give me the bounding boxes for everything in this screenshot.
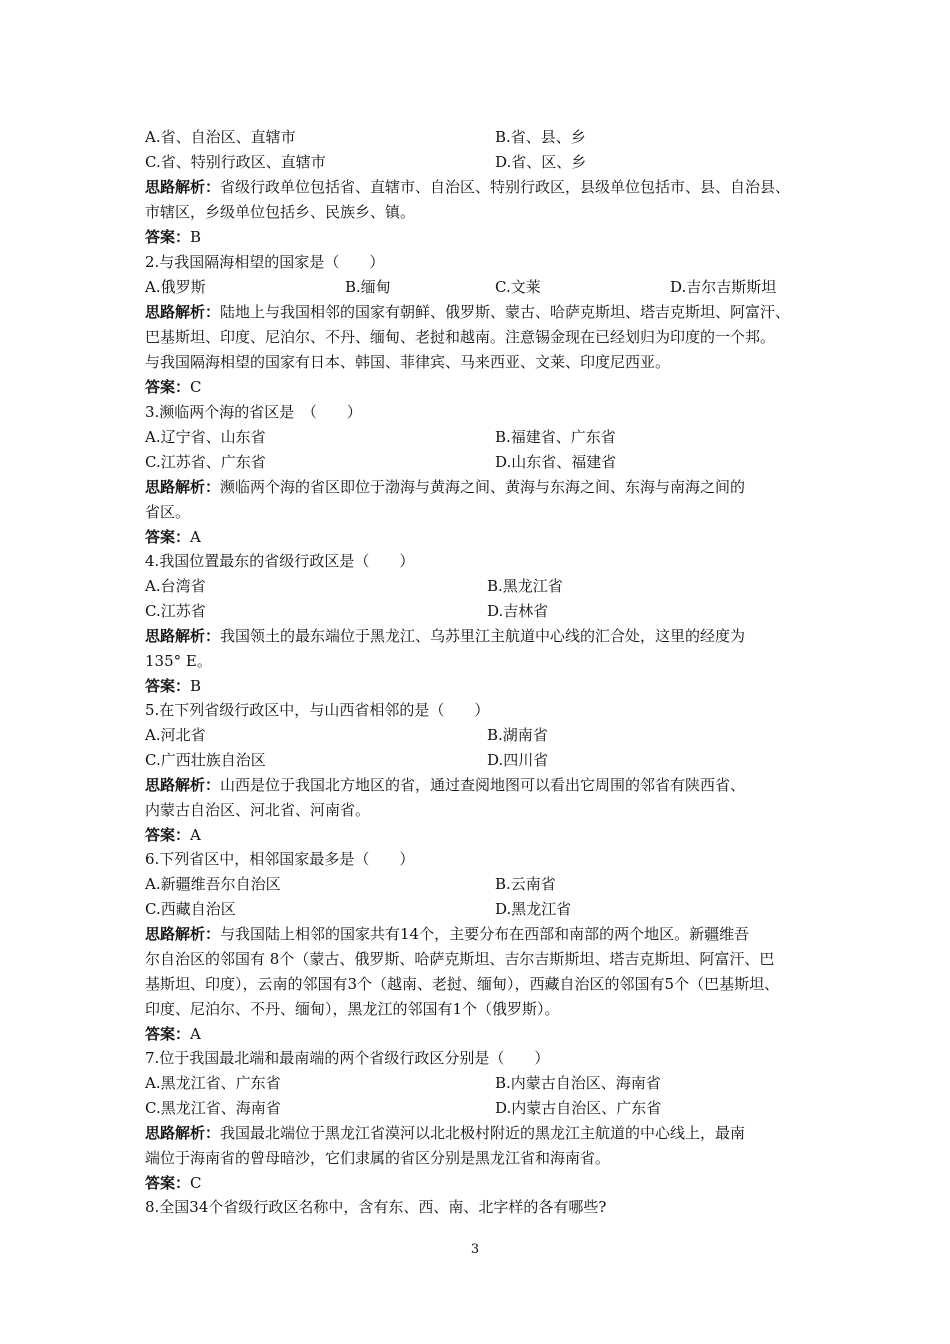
q6-analysis-line: [145, 922, 749, 947]
page-number: 3: [470, 1242, 480, 1257]
q5-stem: 5.在下列省级行政区中，与山西省相邻的是（ ）: [145, 701, 490, 719]
answer-value: A: [190, 1025, 201, 1043]
q2-answer-line: [145, 375, 202, 400]
q4-option-a: A.台湾省: [145, 577, 206, 595]
q3-analysis-line: 省区。: [145, 503, 191, 521]
q5-analysis-line: [145, 773, 745, 798]
q1-analysis-line: 市辖区，乡级单位包括乡、民族乡、镇。: [145, 203, 416, 221]
analysis-label: 思路解析：: [145, 478, 221, 496]
q1-analysis-line: [145, 175, 790, 200]
q6-option-a: A.新疆维吾尔自治区: [145, 875, 281, 893]
analysis-label: 思路解析：: [145, 1124, 221, 1142]
analysis-text: 省级行政单位包括省、直辖市、自治区、特别行政区，县级单位包括市、县、自治县、: [220, 178, 791, 196]
q4-answer-line: [145, 674, 201, 699]
q3-option-c: C.江苏省、广东省: [145, 453, 266, 471]
q7-analysis-line: 端位于海南省的曾母暗沙，它们隶属的省区分别是黑龙江省和海南省。: [145, 1149, 611, 1167]
analysis-label: 思路解析：: [145, 303, 221, 321]
analysis-label: 思路解析：: [145, 776, 221, 794]
q5-analysis-line: 内蒙古自治区、河北省、河南省。: [145, 801, 371, 819]
q1-answer-line: [145, 225, 201, 250]
q3-analysis-line: [145, 475, 745, 500]
answer-label: 答案：: [145, 528, 191, 546]
answer-value: B: [190, 677, 202, 695]
analysis-text: 山西是位于我国北方地区的省，通过查阅地图可以看出它周围的邻省有陕西省、: [220, 776, 746, 794]
answer-label: 答案：: [145, 1174, 191, 1192]
answer-value: B: [190, 228, 202, 246]
analysis-text: 我国领土的最东端位于黑龙江、乌苏里江主航道中心线的汇合处，这里的经度为: [220, 627, 746, 645]
q2-option-c: C.文莱: [495, 278, 541, 296]
q5-option-d: D.四川省: [487, 751, 549, 769]
answer-value: C: [190, 378, 202, 396]
answer-label: 答案：: [145, 826, 191, 844]
analysis-label: 思路解析：: [145, 627, 221, 645]
q6-analysis-line: 基斯坦、印度），云南的邻国有3个（越南、老挝、缅甸），西藏自治区的邻国有5个（巴基斯坦、: [145, 975, 780, 993]
answer-value: A: [190, 826, 201, 844]
q6-option-c: C.西藏自治区: [145, 900, 236, 918]
q2-stem: 2.与我国隔海相望的国家是（ ）: [145, 253, 385, 271]
q8-stem: 8.全国34个省级行政区名称中，含有东、西、南、北字样的各有哪些?: [145, 1198, 607, 1216]
q4-analysis-line: [145, 624, 745, 649]
answer-value: A: [190, 528, 201, 546]
q2-analysis-line: 与我国隔海相望的国家有日本、韩国、菲律宾、马来西亚、文莱、印度尼西亚。: [145, 353, 671, 371]
q5-option-a: A.河北省: [145, 726, 206, 744]
q7-answer-line: [145, 1171, 202, 1196]
q6-option-d: D.黑龙江省: [495, 900, 572, 918]
q6-option-b: B.云南省: [495, 875, 556, 893]
q2-option-a: A.俄罗斯: [145, 278, 206, 296]
q6-answer-line: [145, 1022, 201, 1047]
q1-option-c: C.省、特别行政区、直辖市: [145, 153, 326, 171]
q7-stem: 7.位于我国最北端和最南端的两个省级行政区分别是（ ）: [145, 1049, 550, 1067]
q6-analysis-line: 尔自治区的邻国有 8个（蒙古、俄罗斯、哈萨克斯坦、吉尔吉斯斯坦、塔吉克斯坦、阿富汗、巴: [145, 950, 775, 968]
analysis-text: 我国最北端位于黑龙江省漠河以北北极村附近的黑龙江主航道的中心线上，最南: [220, 1124, 746, 1142]
q3-option-a: A.辽宁省、山东省: [145, 428, 266, 446]
analysis-text: 陆地上与我国相邻的国家有朝鲜、俄罗斯、蒙古、哈萨克斯坦、塔吉克斯坦、阿富汗、: [220, 303, 791, 321]
q4-option-b: B.黑龙江省: [487, 577, 563, 595]
q4-option-c: C.江苏省: [145, 602, 206, 620]
q5-option-c: C.广西壮族自治区: [145, 751, 266, 769]
q5-answer-line: [145, 823, 201, 848]
q2-option-d: D.吉尔吉斯斯坦: [670, 278, 777, 296]
analysis-label: 思路解析：: [145, 925, 221, 943]
q1-option-b: B.省、县、乡: [495, 128, 586, 146]
q3-stem: 3.濒临两个海的省区是 （ ）: [145, 403, 362, 421]
q2-analysis-line: [145, 300, 790, 325]
q3-option-d: D.山东省、福建省: [495, 453, 617, 471]
answer-label: 答案：: [145, 228, 191, 246]
q1-option-a: A.省、自治区、直辖市: [145, 128, 296, 146]
analysis-text: 濒临两个海的省区即位于渤海与黄海之间、黄海与东海之间、东海与南海之间的: [220, 478, 746, 496]
q4-stem: 4.我国位置最东的省级行政区是（ ）: [145, 552, 415, 570]
q5-option-b: B.湖南省: [487, 726, 548, 744]
q6-stem: 6.下列省区中，相邻国家最多是（ ）: [145, 850, 415, 868]
q4-analysis-line: 135° E。: [145, 652, 212, 670]
q4-option-d: D.吉林省: [487, 602, 549, 620]
analysis-label: 思路解析：: [145, 178, 221, 196]
q3-answer-line: [145, 525, 201, 550]
analysis-text: 与我国陆上相邻的国家共有14个，主要分布在西部和南部的两个地区。新疆维吾: [220, 925, 750, 943]
q6-analysis-line: 印度、尼泊尔、不丹、缅甸），黑龙江的邻国有1个（俄罗斯）。: [145, 1000, 560, 1018]
q2-analysis-line: 巴基斯坦、印度、尼泊尔、不丹、缅甸、老挝和越南。注意锡金现在已经划归为印度的一个邦。: [145, 328, 776, 346]
q3-option-b: B.福建省、广东省: [495, 428, 616, 446]
answer-label: 答案：: [145, 378, 191, 396]
q7-option-b: B.内蒙古自治区、海南省: [495, 1074, 661, 1092]
q7-option-a: A.黑龙江省、广东省: [145, 1074, 281, 1092]
q7-analysis-line: [145, 1121, 745, 1146]
q7-option-c: C.黑龙江省、海南省: [145, 1099, 281, 1117]
q7-option-d: D.内蒙古自治区、广东省: [495, 1099, 662, 1117]
q2-option-b: B.缅甸: [345, 278, 391, 296]
answer-label: 答案：: [145, 677, 191, 695]
q1-option-d: D.省、区、乡: [495, 153, 587, 171]
answer-label: 答案：: [145, 1025, 191, 1043]
answer-value: C: [190, 1174, 202, 1192]
